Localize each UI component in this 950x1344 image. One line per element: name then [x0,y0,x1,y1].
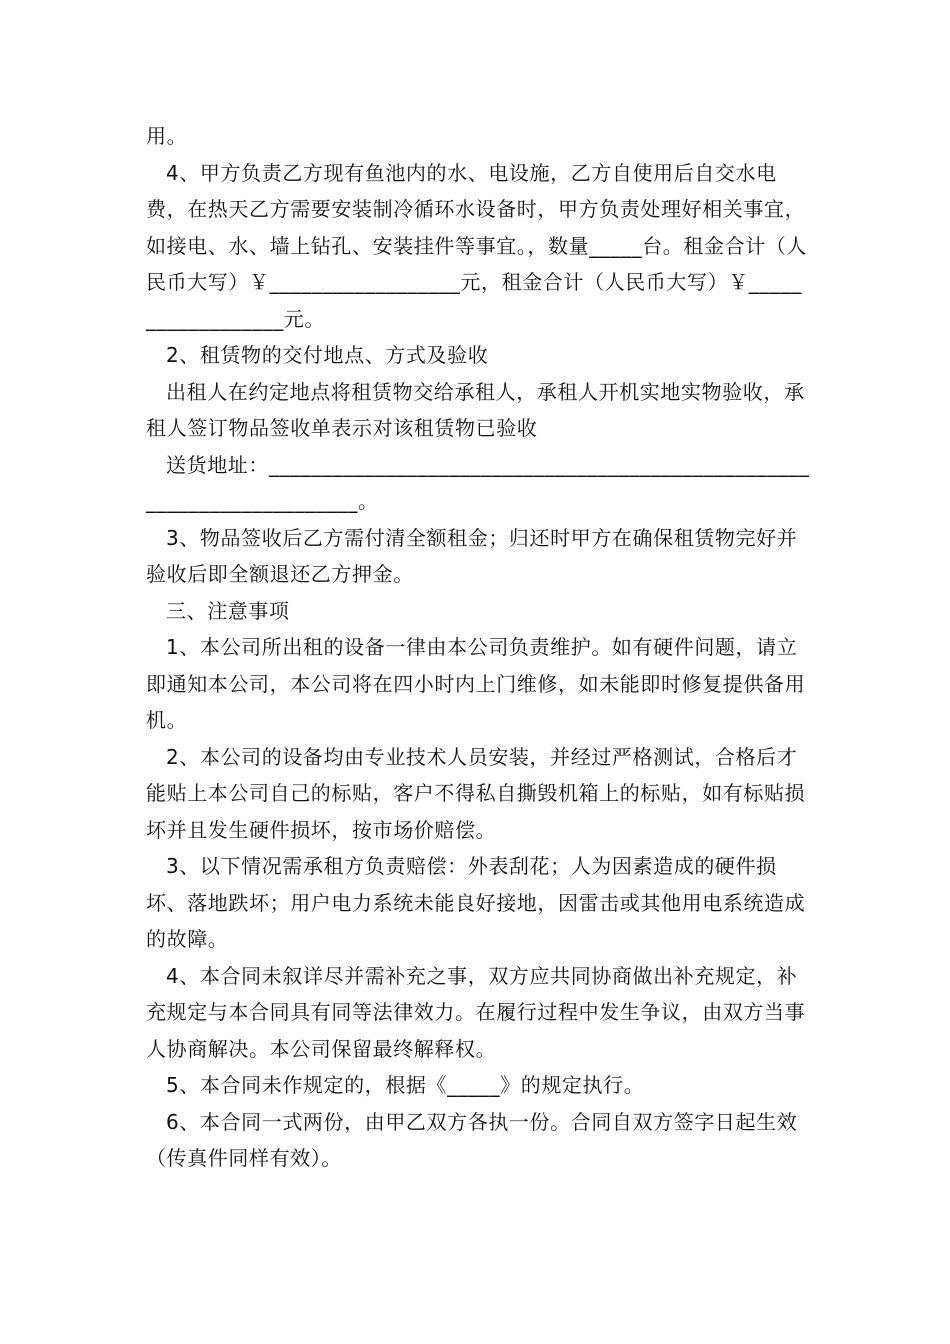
notes-clause-3: 3、以下情况需承租方负责赔偿：外表刮花；人为因素造成的硬件损坏、落地跌坏；用户电力系统未能良好接地，因雷击或其他用电系统造成的故障。 [146,854,806,951]
notes-clause-2: 2、本公司的设备均由专业技术人员安装，并经过严格测试，合格后才能贴上本公司自己的标贴，客户不得私自撕毁机箱上的标贴，如有标贴损坏并且发生硬件损坏，按市场价赔偿。 [146,744,806,842]
notes-clause-6: 6、本合同一式两份，由甲乙双方各执一份。合同自双方签字日起生效（传真件同样有效）。 [146,1109,798,1170]
section-delivery-heading: 2、租赁物的交付地点、方式及验收 [166,343,489,367]
clause-3-payment: 3、物品签收后乙方需付清全额租金；归还时甲方在确保租赁物完好并验收后即全额退还乙方押金。 [146,525,798,586]
section-notes-heading: 三、注意事项 [166,598,290,623]
notes-clause-1: 1、本公司所出租的设备一律由本公司负责维护。如有硬件问题，请立即通知本公司，本公司将在四小时内上门维修，如未能即时修复提供备用机。 [146,635,806,732]
contract-body [146,118,811,1177]
clause-4-utilities: 4、甲方负责乙方现有鱼池内的水、电设施，乙方自使用后自交水电费，在热天乙方需要安装制冷循环水设备时，甲方负责处理好相关事宜，如接电、水、墙上钻孔、安装挂件等事宜。，数量_____台。租金合计（人民币大写）￥__________________元，租金合计（人民币大写）￥__________________元。 [146,160,807,331]
delivery-address-line: 送货地址：_______________________________________________________________________。 [146,452,810,513]
paragraph-continuation: 用。 [146,124,188,148]
notes-clause-5: 5、本合同未作规定的，根据《_____》的规定执行。 [166,1073,645,1097]
notes-clause-4: 4、本合同未叙详尽并需补充之事，双方应共同协商做出补充规定，补充规定与本合同具有同等法律效力。在履行过程中发生争议，由双方当事人协商解决。本公司保留最终解释权。 [146,963,806,1061]
delivery-acceptance-text: 出租人在约定地点将租赁物交给承租人，承租人开机实地实物验收，承租人签订物品签收单表示对该租赁物已验收 [146,379,805,440]
